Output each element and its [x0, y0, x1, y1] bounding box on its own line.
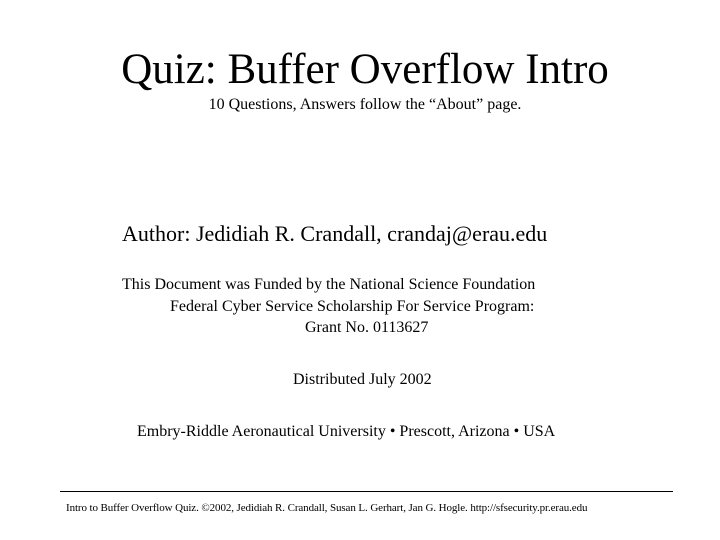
funding-line-2: Federal Cyber Service Scholarship For Service Program: [170, 298, 535, 315]
slide-subtitle: 10 Questions, Answers follow the “About” page. [208, 96, 522, 113]
university-line: Embry-Riddle Aeronautical University • Prescott, Arizona • USA [137, 423, 556, 440]
footer-text: Intro to Buffer Overflow Quiz. ©2002, Jedidiah R. Crandall, Susan L. Gerhart, Jan G. Hogle. http://sfsecurity.pr.erau.edu [66, 502, 588, 514]
author-line: Author: Jedidiah R. Crandall, crandaj@erau.edu [122, 221, 548, 246]
distribution-date: Distributed July 2002 [293, 371, 432, 388]
footer-divider [60, 491, 673, 492]
slide-title: Quiz: Buffer Overflow Intro [121, 46, 609, 93]
funding-grant-number: Grant No. 0113627 [305, 319, 429, 336]
funding-line-1: This Document was Funded by the National Science Foundation [122, 276, 536, 293]
